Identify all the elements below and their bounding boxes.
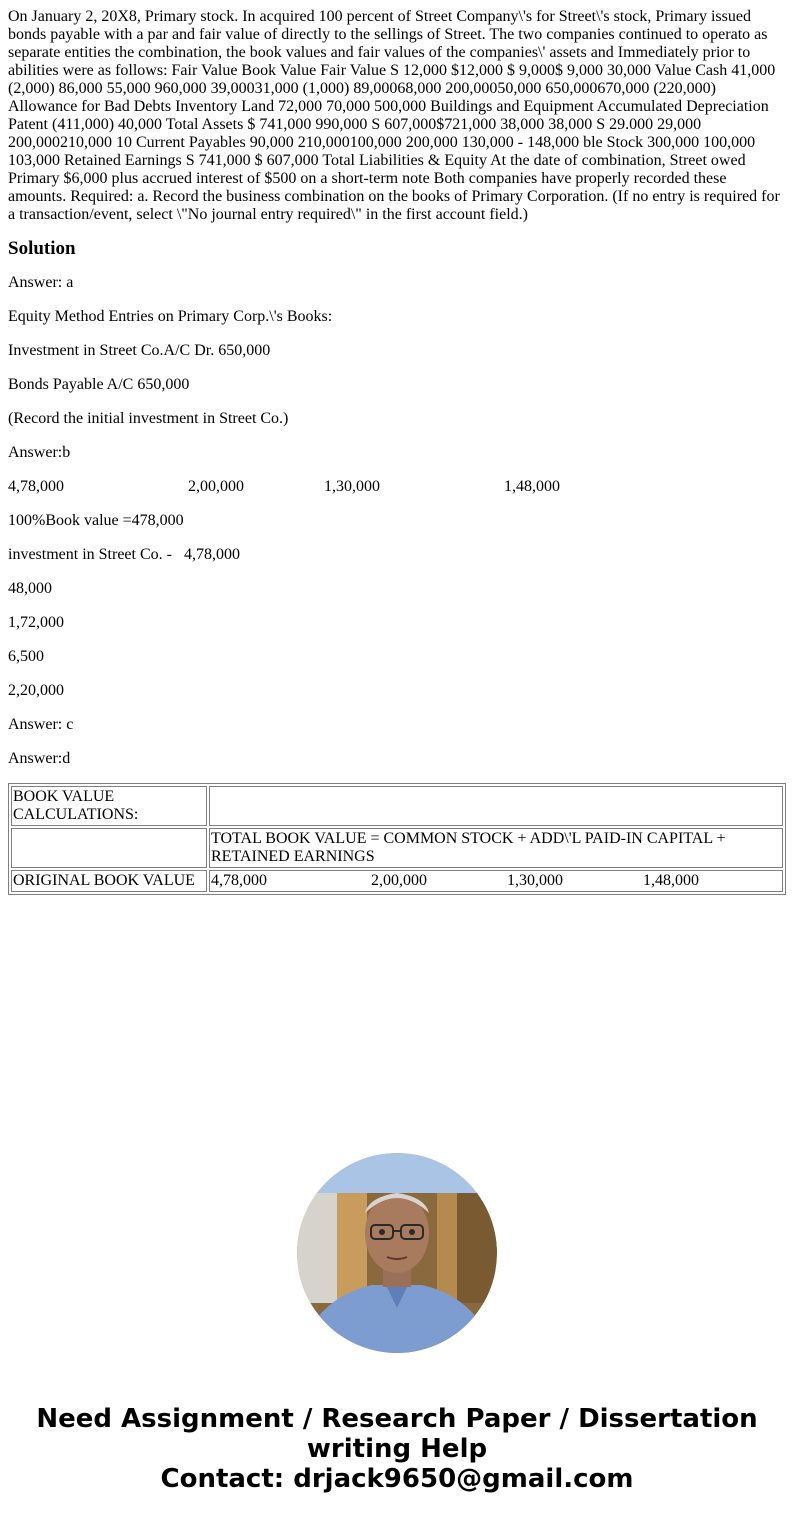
author-photo-image: [297, 1153, 497, 1353]
promo-banner: [0, 1404, 794, 1494]
solution-line: Equity Method Entries on Primary Corp.\'s Books:: [8, 308, 333, 325]
author-photo: [297, 1153, 497, 1353]
solution-line: Investment in Street Co.A/C Dr. 650,000: [8, 342, 271, 359]
solution-line: (Record the initial investment in Street Co.): [8, 410, 289, 427]
table-row: [11, 828, 783, 868]
question-text: On January 2, 20X8, Primary stock. In acquired 100 percent of Street Company\'s for Street\'s stock, Primary issued bonds payable with a par and fair value of directly to the sellings of Street. The two companies continued to operato as separate entities the combination, the book values and fair values of the companies\' assets and Immediately prior to abilities were as follows: Fair Value Book Value Fair Value S 12,000 $12,000 $ 9,000$ 9,000 30,000 Value Cash 41,000 (2,000) 86,000 55,000 960,000 39,00031,000 (1,000) 89,00068,000 200,00050,000 650,000670,000 (220,000) Allowance for Bad Debts Inventory Land 72,000 70,000 500,000 Buildings and Equipment Accumulated Depreciation Patent (411,000) 40,000 Total Assets $ 741,000 990,000 S 607,000$721,000 38,000 38,000 S 29.000 29,000 200,000210,000 10 Current Payables 90,000 210,000100,000 200,000 130,000 - 148,000 ble Stock 300,000 100,000 103,000 Retained Earnings S 741,000 $ 607,000 Total Liabilities & Equity At the date of combination, Street owed Primary $6,000 plus accrued interest of $500 on a short-term note Both companies have properly recorded these amounts. Required: a. Record the business combination on the books of Primary Corporation. (If no entry is required for a transaction/event, select \"No journal entry required\" in the first account field.): [8, 8, 780, 223]
table-cell-value: [209, 786, 783, 826]
solution-line: 6,500: [8, 648, 44, 665]
solution-line: Answer: a: [8, 274, 74, 291]
solution-body: [8, 274, 786, 768]
solution-line: 100%Book value =478,000: [8, 512, 184, 529]
promo-contact: Contact: drjack9650@gmail.com: [160, 1464, 634, 1494]
table-row: [11, 870, 783, 892]
table-row: [11, 786, 783, 826]
solution-line: Answer:d: [8, 750, 71, 767]
table-cell-value: 4,78,000 2,00,000 1,30,000 1,48,000: [209, 870, 783, 892]
solution-line: 4,78,000 2,00,000 1,30,000 1,48,000: [8, 478, 560, 495]
table-cell-value: TOTAL BOOK VALUE = COMMON STOCK + ADD\'L PAID-IN CAPITAL + RETAINED EARNINGS: [209, 828, 783, 868]
solution-line: 48,000: [8, 580, 52, 597]
table-cell-label: [11, 828, 207, 868]
solution-line: investment in Street Co. - 4,78,000: [8, 546, 240, 563]
solution-heading: Solution: [8, 238, 76, 259]
solution-line: Answer: c: [8, 716, 74, 733]
table-cell-label: BOOK VALUE CALCULATIONS:: [11, 786, 207, 826]
solution-line: Bonds Payable A/C 650,000: [8, 376, 190, 393]
promo-line: Need Assignment / Research Paper / Dissertation: [36, 1404, 758, 1434]
solution-line: 1,72,000: [8, 614, 64, 631]
solution-line: Answer:b: [8, 444, 71, 461]
promo-line: writing Help: [306, 1434, 488, 1464]
solution-line: 2,20,000: [8, 682, 64, 699]
book-value-table: [8, 783, 786, 895]
table-cell-label: ORIGINAL BOOK VALUE: [11, 870, 207, 892]
